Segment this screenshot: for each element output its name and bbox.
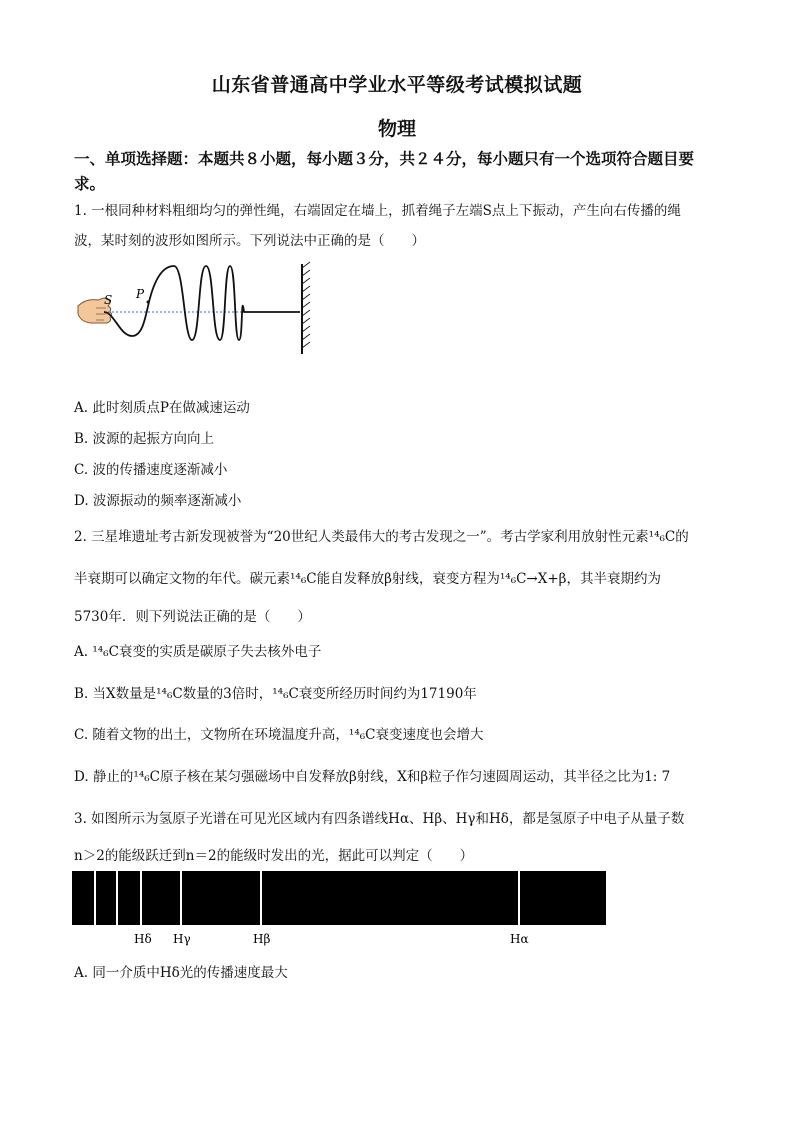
spectrum-line-1 <box>94 871 96 925</box>
q3-stem-line2: n＞2的能级跃迁到n＝2的能级时发出的光，据此可以判定（ ） <box>74 848 474 864</box>
spectrum-background <box>72 871 606 925</box>
q1-option-a: A. 此时刻质点P在做减速运动 <box>74 400 250 416</box>
wall-hatching <box>302 262 310 348</box>
label-h-delta: Hδ <box>134 932 152 946</box>
section-heading <box>74 146 734 196</box>
spectrum-line-h-gamma <box>180 871 182 925</box>
spectrum-line-2 <box>116 871 118 925</box>
q1-wave-figure <box>74 258 334 358</box>
q2-stem-line1: 2. 三星堆遗址考古新发现被誉为“20世纪人类最伟大的考古发现之一”。考古学家利用放射性元素¹⁴₆C的 <box>74 529 689 545</box>
q1-option-b: B. 波源的起振方向向上 <box>74 431 215 447</box>
label-h-gamma: Hγ <box>173 932 191 946</box>
point-p <box>147 301 150 304</box>
q3-option-a: A. 同一介质中Hδ光的传播速度最大 <box>74 965 288 981</box>
q2-stem-line3: 5730年．则下列说法正确的是（ ） <box>74 609 311 625</box>
q1-stem-line2: 波，某时刻的波形如图所示。下列说法中正确的是（ ） <box>74 233 425 249</box>
spectrum-line-h-beta <box>260 871 262 925</box>
q2-option-b: B. 当X数量是¹⁴₆C数量的3倍时，¹⁴₆C衰变所经历时间约为17190年 <box>74 686 477 702</box>
q2-option-a: A. ¹⁴₆C衰变的实质是碳原子失去核外电子 <box>74 644 322 660</box>
q2-option-d: D. 静止的¹⁴₆C原子核在某匀强磁场中自发释放β射线，X和β粒子作匀速圆周运动，其半径之比为1: 7 <box>74 769 671 785</box>
spectrum-line-h-alpha <box>518 871 520 925</box>
q2-stem-line2: 半衰期可以确定文物的年代。碳元素¹⁴₆C能自发释放β射线，衰变方程为¹⁴₆C→X+β，其半衰期约为 <box>74 571 661 587</box>
label-h-alpha: Hα <box>510 932 529 946</box>
q1-option-c: C. 波的传播速度逐渐减小 <box>74 462 228 478</box>
section-heading-line2: 求。 <box>74 174 106 193</box>
spectrum-line-h-delta <box>140 871 142 925</box>
q1-option-d: D. 波源振动的频率逐渐减小 <box>74 493 242 509</box>
rope-wave <box>104 266 300 340</box>
hydrogen-spectrum-figure <box>72 871 610 953</box>
q1-stem-line1: 1. 一根同种材料粗细均匀的弹性绳，右端固定在墙上，抓着绳子左端S点上下振动，产生向右传播的绳 <box>74 203 681 219</box>
label-s: S <box>104 293 113 307</box>
section-heading-line1: 一、单项选择题：本题共８小题，每小题３分，共２４分，每小题只有一个选项符合题目要 <box>74 149 695 168</box>
page-title: 山东省普通高中学业水平等级考试模拟试题 <box>211 74 583 96</box>
subject-title: 物理 <box>377 118 416 140</box>
label-h-beta: Hβ <box>253 932 271 946</box>
q3-stem-line1: 3. 如图所示为氢原子光谱在可见光区域内有四条谱线Hα、Hβ、Hγ和Hδ，都是氢原子中电子从量子数 <box>74 811 685 827</box>
label-p: P <box>136 287 145 301</box>
q2-option-c: C. 随着文物的出土，文物所在环境温度升高，¹⁴₆C衰变速度也会增大 <box>74 727 484 743</box>
